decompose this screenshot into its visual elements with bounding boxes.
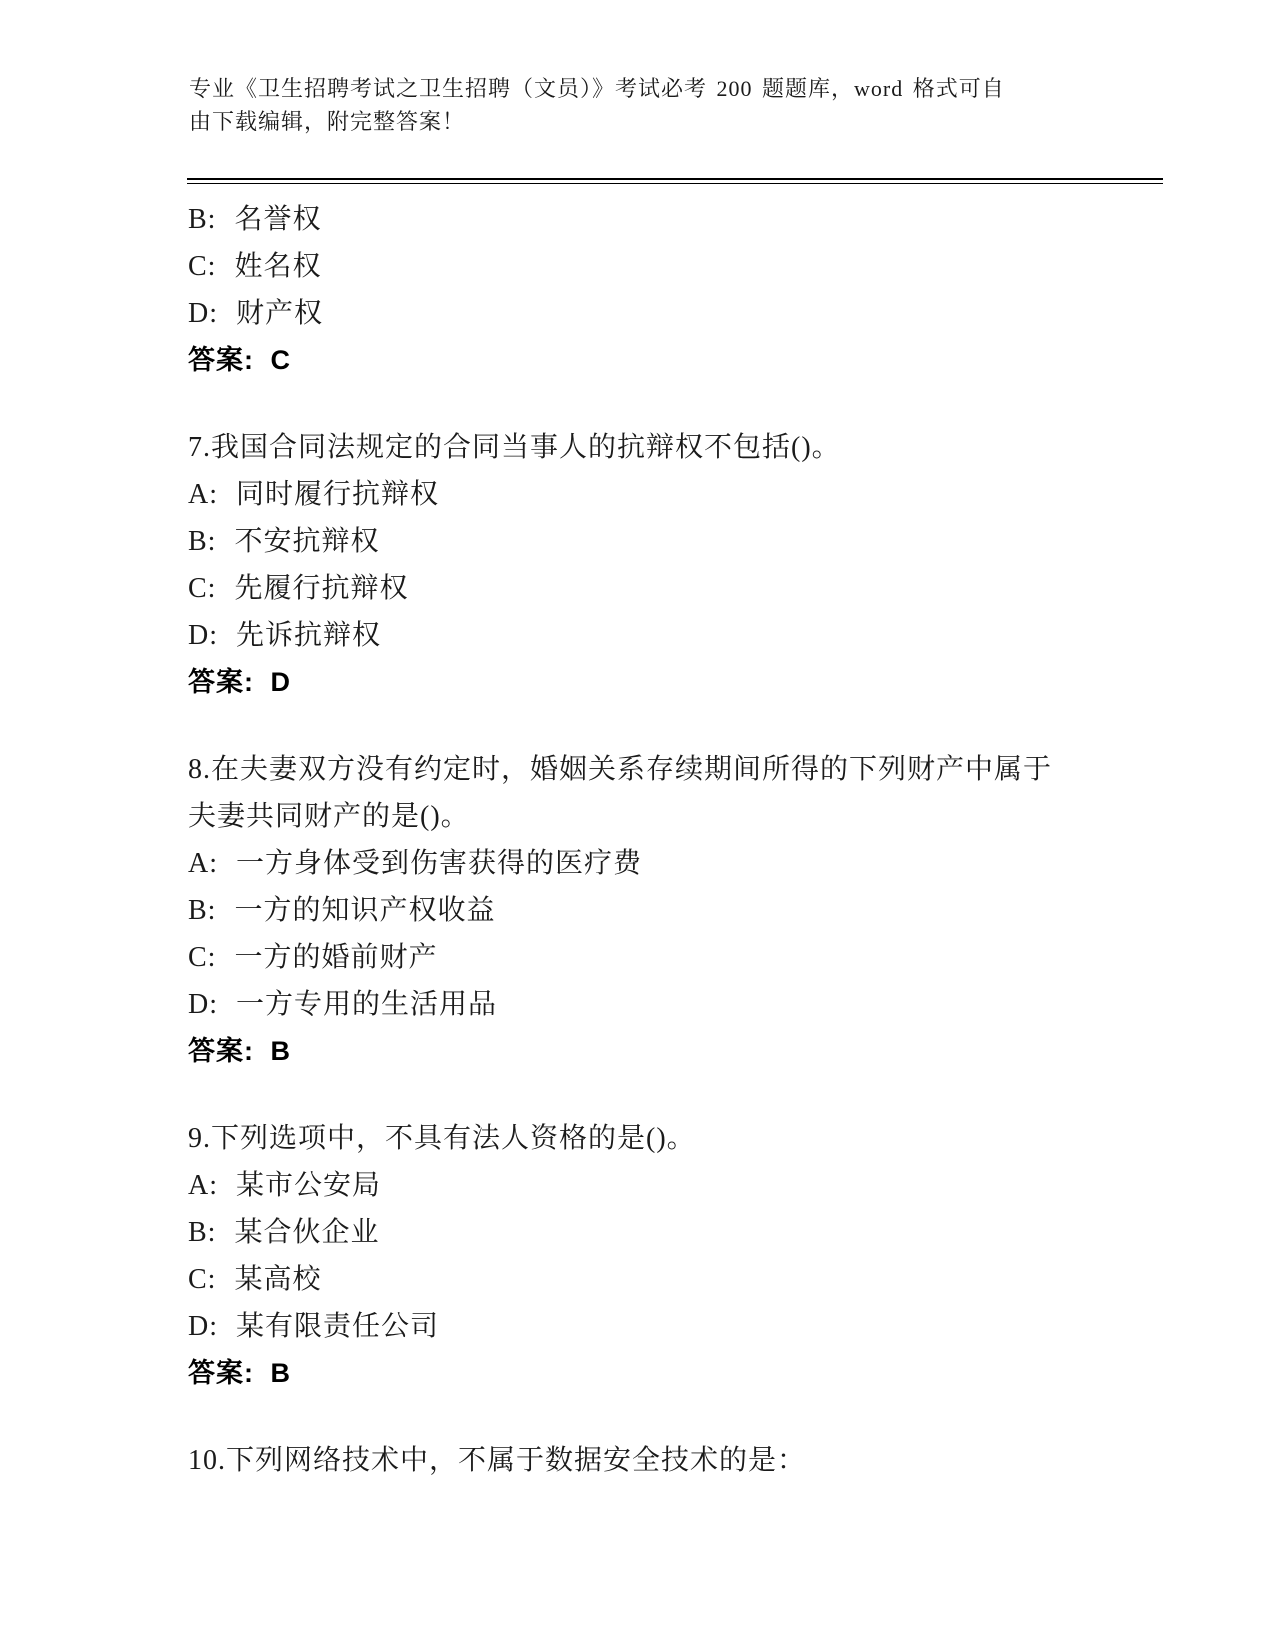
option-line: B: 不安抗辩权 <box>188 526 380 557</box>
answer-line: 答案: C <box>188 345 291 375</box>
question-stem-line: 7.我国合同法规定的合同当事人的抗辩权不包括()。 <box>188 432 841 463</box>
option-line: B: 名誉权 <box>188 204 322 235</box>
header-text-line: 专业《卫生招聘考试之卫生招聘（文员）》考试必考 200 题题库，word 格式可自 <box>189 76 1005 101</box>
option-line: C: 一方的婚前财产 <box>188 942 438 973</box>
option-line: D: 一方专用的生活用品 <box>188 989 498 1020</box>
question-stem-line: 夫妻共同财产的是()。 <box>188 801 470 832</box>
option-line: D: 先诉抗辩权 <box>188 620 382 651</box>
question-block-7 <box>188 424 1088 706</box>
question-stem-line: 8.在夫妻双方没有约定时，婚姻关系存续期间所得的下列财产中属于 <box>188 754 1053 785</box>
question-stem-line: 9.下列选项中，不具有法人资格的是()。 <box>188 1123 696 1154</box>
option-line: B: 一方的知识产权收益 <box>188 895 496 926</box>
question-block-9 <box>188 1115 1088 1397</box>
option-line: C: 某高校 <box>188 1264 322 1295</box>
header-text-line: 由下载编辑，附完整答案！ <box>189 109 466 134</box>
option-line: A: 同时履行抗辩权 <box>188 479 440 510</box>
option-line: D: 某有限责任公司 <box>188 1311 440 1342</box>
answer-line: 答案: B <box>188 1036 291 1066</box>
question-block-partial <box>188 196 1088 384</box>
question-block-8 <box>188 746 1088 1075</box>
page-header <box>189 72 1089 138</box>
option-line: B: 某合伙企业 <box>188 1217 380 1248</box>
option-line: A: 某市公安局 <box>188 1170 382 1201</box>
answer-line: 答案: D <box>188 667 291 697</box>
question-block-10 <box>188 1437 1088 1484</box>
option-line: C: 姓名权 <box>188 251 322 282</box>
answer-line: 答案: B <box>188 1358 291 1388</box>
header-separator-line <box>187 178 1163 184</box>
option-line: C: 先履行抗辩权 <box>188 573 409 604</box>
option-line: A: 一方身体受到伤害获得的医疗费 <box>188 848 643 879</box>
document-body <box>188 196 1088 1524</box>
option-line: D: 财产权 <box>188 298 324 329</box>
question-stem-line: 10.下列网络技术中，不属于数据安全技术的是： <box>188 1445 807 1476</box>
